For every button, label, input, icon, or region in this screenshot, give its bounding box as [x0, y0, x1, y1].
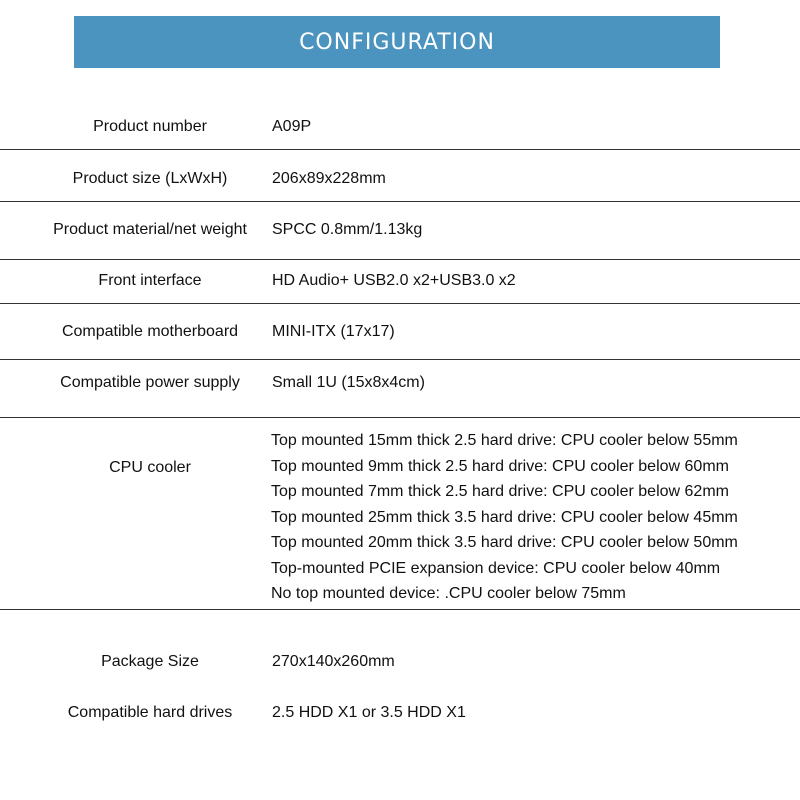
- cpu-cooler-values: [271, 428, 738, 607]
- spec-value: 206x89x228mm: [272, 170, 386, 187]
- page-title: CONFIGURATION: [299, 29, 495, 55]
- spec-label: Package Size: [101, 653, 199, 670]
- spec-value: 2.5 HDD X1 or 3.5 HDD X1: [272, 704, 466, 721]
- row-divider: [0, 201, 800, 202]
- spec-value: 270x140x260mm: [272, 653, 395, 670]
- spec-label: Product size (LxWxH): [72, 170, 228, 187]
- spec-value: MINI-ITX (17x17): [272, 323, 395, 340]
- spec-value: A09P: [272, 118, 312, 135]
- row-divider: [0, 609, 800, 610]
- spec-label: Compatible motherboard: [61, 323, 239, 340]
- row-divider: [0, 259, 800, 260]
- cpu-cooler-line: Top mounted 20mm thick 3.5 hard drive: CPU cooler below 50mm: [271, 534, 738, 551]
- cpu-cooler-line: No top mounted device: .CPU cooler below 75mm: [271, 585, 626, 602]
- spec-value: Small 1U (15x8x4cm): [272, 374, 425, 391]
- spec-value: SPCC 0.8mm/1.13kg: [272, 221, 423, 238]
- cpu-cooler-line: Top mounted 9mm thick 2.5 hard drive: CPU cooler below 60mm: [271, 457, 729, 475]
- configuration-header: [74, 16, 720, 68]
- cpu-cooler-line: Top mounted 7mm thick 2.5 hard drive: CPU cooler below 62mm: [271, 483, 729, 500]
- spec-label: Front interface: [98, 272, 202, 289]
- row-divider: [0, 417, 800, 418]
- cpu-cooler-line: Top mounted 15mm thick 2.5 hard drive: CPU cooler below 55mm: [271, 432, 738, 449]
- spec-label: CPU cooler: [109, 459, 191, 476]
- spec-label: Product material/net weight: [53, 221, 247, 238]
- cpu-cooler-line: Top mounted 25mm thick 3.5 hard drive: CPU cooler below 45mm: [271, 508, 738, 526]
- spec-label: Compatible hard drives: [67, 704, 233, 721]
- spec-label: Product number: [93, 118, 207, 135]
- row-divider: [0, 303, 800, 304]
- spec-value: HD Audio+ USB2.0 x2+USB3.0 x2: [272, 272, 516, 289]
- row-divider: [0, 149, 800, 150]
- spec-label: Compatible power supply: [60, 374, 240, 391]
- cpu-cooler-line: Top-mounted PCIE expansion device: CPU cooler below 40mm: [271, 559, 721, 577]
- row-divider: [0, 359, 800, 360]
